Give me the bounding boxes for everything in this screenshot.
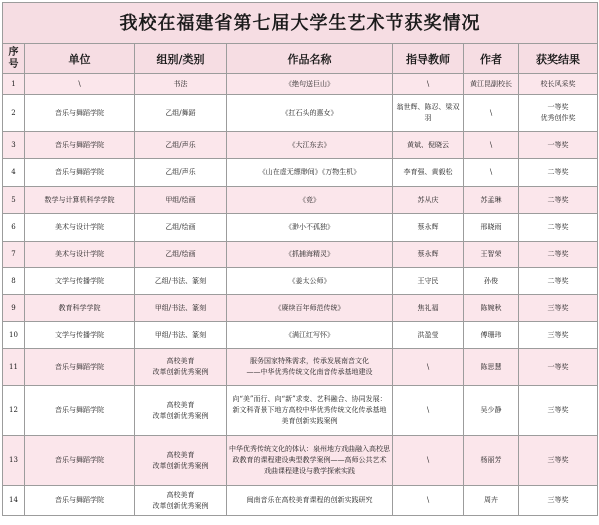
result-cell <box>519 95 598 132</box>
group-cell: 书法 <box>135 74 227 95</box>
work-cell <box>227 486 393 516</box>
work-cell <box>227 349 393 386</box>
group-cell-line: 改革创新优秀案例 <box>152 461 209 470</box>
header-result: 获奖结果 <box>519 44 598 74</box>
unit-cell: 文学与传播学院 <box>25 322 135 349</box>
result-cell <box>519 268 598 295</box>
seq-cell: 11 <box>3 349 25 386</box>
result-cell-line: 二等奖 <box>547 250 569 258</box>
group-cell-line: 改革创新优秀案例 <box>152 411 209 420</box>
teacher-cell: 苏从庆 <box>393 187 464 214</box>
header-teacher: 指导教师 <box>393 44 464 74</box>
award-table <box>2 2 598 516</box>
author-cell: 杨丽芳 <box>464 436 519 486</box>
seq-cell: 10 <box>3 322 25 349</box>
page-title: 我校在福建省第七届大学生艺术节获奖情况 <box>3 3 598 44</box>
author-cell: 邢晓雨 <box>464 214 519 242</box>
author-cell: \ <box>464 159 519 187</box>
teacher-cell: 黄斌、倪晓云 <box>393 132 464 159</box>
seq-cell: 13 <box>3 436 25 486</box>
unit-cell: 美术与设计学院 <box>25 214 135 242</box>
table-row <box>3 132 598 159</box>
teacher-cell: 焦礼福 <box>393 295 464 322</box>
table-row <box>3 295 598 322</box>
header-work: 作品名称 <box>227 44 393 74</box>
unit-cell: 音乐与舞蹈学院 <box>25 159 135 187</box>
header-seq: 序号 <box>3 44 25 74</box>
teacher-cell: \ <box>393 349 464 386</box>
result-cell <box>519 486 598 516</box>
work-cell-line: 政教育的课程建设典型教学案例——高师公共艺术 <box>232 456 387 464</box>
seq-cell: 14 <box>3 486 25 516</box>
table-row <box>3 242 598 268</box>
author-cell: 吴少静 <box>464 386 519 436</box>
result-cell-line: 三等奖 <box>547 496 569 504</box>
seq-cell: 9 <box>3 295 25 322</box>
teacher-cell: \ <box>393 436 464 486</box>
work-cell-line: 闽南音乐在高校美育课程的创新实践研究 <box>246 496 373 504</box>
header-unit: 单位 <box>25 44 135 74</box>
author-cell: \ <box>464 132 519 159</box>
work-cell: 《大江东去》 <box>227 132 393 159</box>
table-row <box>3 187 598 214</box>
table-row <box>3 486 598 516</box>
unit-cell: 音乐与舞蹈学院 <box>25 386 135 436</box>
group-cell: 甲组/书法、篆刻 <box>135 322 227 349</box>
result-cell-line: 二等奖 <box>547 276 569 285</box>
result-cell-line: 优秀创作奖 <box>540 114 576 122</box>
unit-cell: 音乐与舞蹈学院 <box>25 349 135 386</box>
unit-cell: \ <box>25 74 135 95</box>
work-cell-line: 戏曲课程建设与教学探索实践 <box>264 467 355 475</box>
work-cell: 《扛石头的惠女》 <box>227 95 393 132</box>
table-row <box>3 436 598 486</box>
author-cell: 孙俊 <box>464 268 519 295</box>
unit-cell: 文学与传播学院 <box>25 268 135 295</box>
award-table-body <box>3 74 598 516</box>
result-cell <box>519 159 598 187</box>
result-cell-line: 三等奖 <box>547 330 569 339</box>
unit-cell: 音乐与舞蹈学院 <box>25 132 135 159</box>
group-cell: 甲组/绘画 <box>135 187 227 214</box>
group-cell: 乙组/绘画 <box>135 214 227 242</box>
unit-cell: 音乐与舞蹈学院 <box>25 436 135 486</box>
group-cell <box>135 436 227 486</box>
author-cell: 陈婉秋 <box>464 295 519 322</box>
teacher-cell: \ <box>393 74 464 95</box>
seq-cell: 8 <box>3 268 25 295</box>
author-cell: 傅珊玮 <box>464 322 519 349</box>
header-row <box>3 44 598 74</box>
result-cell-line: 三等奖 <box>547 303 569 312</box>
result-cell-line: 三等奖 <box>547 456 569 464</box>
work-cell: 《赓续百年师范传统》 <box>227 295 393 322</box>
seq-cell: 5 <box>3 187 25 214</box>
result-cell <box>519 242 598 268</box>
group-cell-line: 改革创新优秀案例 <box>152 501 209 510</box>
seq-cell: 7 <box>3 242 25 268</box>
result-cell-line: 三等奖 <box>547 406 569 414</box>
group-cell-line: 改革创新优秀案例 <box>152 368 209 376</box>
work-cell: 《姜太公师》 <box>227 268 393 295</box>
group-cell: 乙组/声乐 <box>135 159 227 187</box>
seq-cell: 12 <box>3 386 25 436</box>
author-cell: 周卉 <box>464 486 519 516</box>
result-cell-line: 一等奖 <box>547 140 569 149</box>
author-cell: 苏孟琳 <box>464 187 519 214</box>
award-sheet <box>0 2 599 525</box>
result-cell-line: 二等奖 <box>547 223 569 231</box>
seq-cell: 2 <box>3 95 25 132</box>
teacher-cell: \ <box>393 386 464 436</box>
work-cell: 《渺小不孤独》 <box>227 214 393 242</box>
group-cell <box>135 386 227 436</box>
teacher-cell: 王守民 <box>393 268 464 295</box>
work-cell: 《山在虚无缥缈间》《万物生机》 <box>227 159 393 187</box>
group-cell <box>135 486 227 516</box>
result-cell <box>519 349 598 386</box>
result-cell <box>519 187 598 214</box>
seq-cell: 4 <box>3 159 25 187</box>
table-row <box>3 322 598 349</box>
seq-cell: 1 <box>3 74 25 95</box>
author-cell: 黄江昆副校长 <box>464 74 519 95</box>
seq-cell: 3 <box>3 132 25 159</box>
group-cell <box>135 349 227 386</box>
teacher-cell: 翁世辉、陈忍、梁双羽 <box>393 95 464 132</box>
work-cell-line: 新文科背景下地方高校中华优秀传统文化传承基地 <box>232 406 387 414</box>
unit-cell: 美术与设计学院 <box>25 242 135 268</box>
result-cell-line: 二等奖 <box>547 168 569 176</box>
work-cell: 《满江红写怀》 <box>227 322 393 349</box>
work-cell-line: 美育创新实践案例 <box>281 417 338 425</box>
header-group: 组别/类别 <box>135 44 227 74</box>
unit-cell: 音乐与舞蹈学院 <box>25 486 135 516</box>
unit-cell: 音乐与舞蹈学院 <box>25 95 135 132</box>
result-cell <box>519 214 598 242</box>
unit-cell: 教育科学学院 <box>25 295 135 322</box>
table-row <box>3 214 598 242</box>
group-cell-line: 高校美育 <box>166 357 195 365</box>
group-cell-line: 高校美育 <box>166 450 195 459</box>
table-row <box>3 386 598 436</box>
teacher-cell: 蔡永辉 <box>393 242 464 268</box>
group-cell: 乙组/舞蹈 <box>135 95 227 132</box>
result-cell <box>519 322 598 349</box>
group-cell-line: 高校美育 <box>166 400 195 409</box>
group-cell: 乙组/绘画 <box>135 242 227 268</box>
group-cell: 乙组/声乐 <box>135 132 227 159</box>
table-row <box>3 159 598 187</box>
teacher-cell: \ <box>393 486 464 516</box>
work-cell: 《抓捕海精灵》 <box>227 242 393 268</box>
teacher-cell: 李育强、黄毅松 <box>393 159 464 187</box>
table-row <box>3 74 598 95</box>
group-cell: 甲组/书法、篆刻 <box>135 295 227 322</box>
table-row <box>3 349 598 386</box>
work-cell-line: ——中华优秀传统文化南音传承基地建设 <box>246 368 373 376</box>
result-cell <box>519 295 598 322</box>
work-cell: 《竞》 <box>227 187 393 214</box>
work-cell-line: 中华优秀传统文化的体认：泉州地方戏曲融入高校思 <box>229 445 390 453</box>
group-cell: 乙组/书法、篆刻 <box>135 268 227 295</box>
result-cell <box>519 436 598 486</box>
result-cell-line: 校长风采奖 <box>540 79 576 88</box>
teacher-cell: 洪盈莹 <box>393 322 464 349</box>
result-cell-line: 一等奖 <box>547 103 569 111</box>
header-author: 作者 <box>464 44 519 74</box>
group-cell-line: 高校美育 <box>166 490 195 499</box>
author-cell: \ <box>464 95 519 132</box>
work-cell <box>227 436 393 486</box>
unit-cell: 数学与计算机科学学院 <box>25 187 135 214</box>
teacher-cell: 蔡永辉 <box>393 214 464 242</box>
result-cell-line: 二等奖 <box>547 195 569 204</box>
work-cell <box>227 386 393 436</box>
result-cell <box>519 74 598 95</box>
author-cell: 陈思慧 <box>464 349 519 386</box>
table-row <box>3 268 598 295</box>
table-row <box>3 95 598 132</box>
seq-cell: 6 <box>3 214 25 242</box>
result-cell-line: 一等奖 <box>547 362 569 371</box>
work-cell-line: 服务国家特殊需求，传承发展南音文化 <box>250 357 369 365</box>
result-cell <box>519 386 598 436</box>
author-cell: 王智荣 <box>464 242 519 268</box>
result-cell <box>519 132 598 159</box>
work-cell-line: 向“美”而行、向“新”求变、艺科融合、协同发展： <box>232 395 387 403</box>
work-cell: 《绝句送巨山》 <box>227 74 393 95</box>
